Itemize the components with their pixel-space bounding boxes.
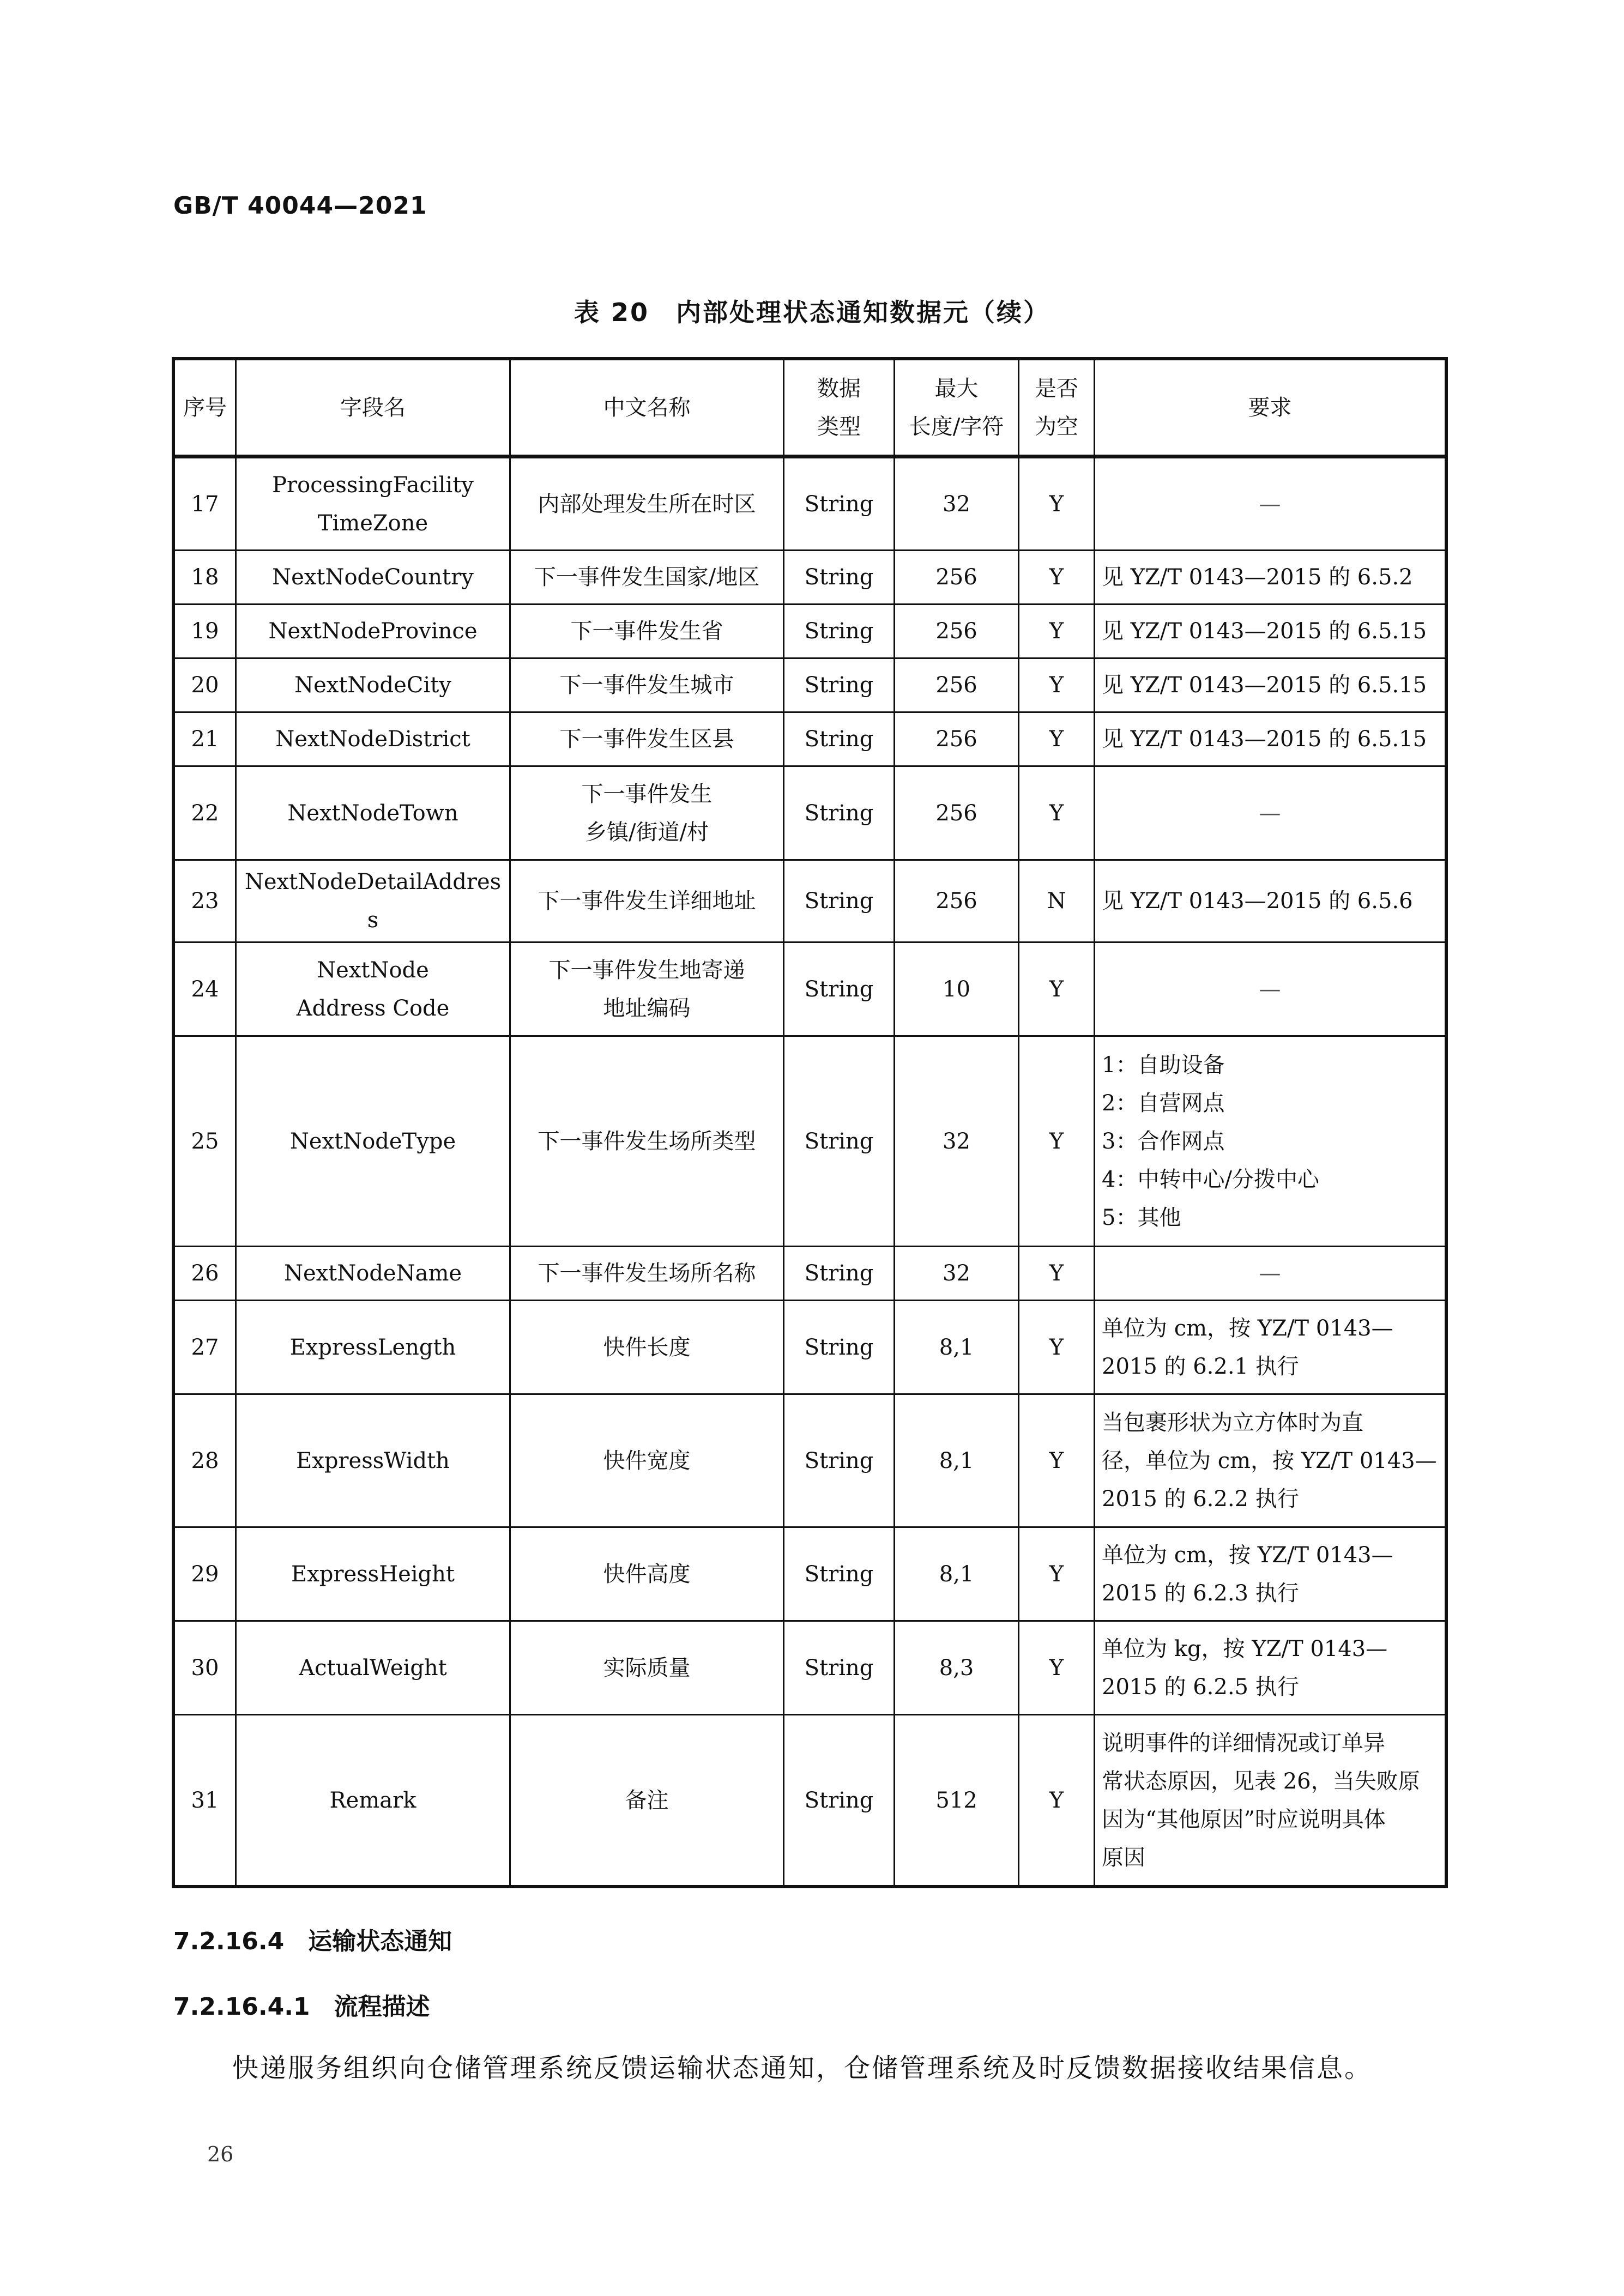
cell-seq: 27 <box>174 1301 236 1394</box>
cell-seq: 25 <box>174 1036 236 1247</box>
cell-max-length: 8,1 <box>895 1527 1019 1621</box>
cell-nullable: Y <box>1019 658 1095 712</box>
cell-max-length: 8,1 <box>895 1301 1019 1394</box>
column-header-max-length: 最大 长度/字符 <box>895 360 1019 457</box>
column-header-field-name: 字段名 <box>236 360 510 457</box>
cell-nullable: N <box>1019 860 1095 942</box>
cell-nullable: Y <box>1019 942 1095 1036</box>
cell-requirement: 见 YZ/T 0143—2015 的 6.5.2 <box>1095 551 1446 605</box>
cell-max-length: 32 <box>895 1036 1019 1247</box>
cell-seq: 24 <box>174 942 236 1036</box>
table-row <box>174 1247 1446 1301</box>
cell-requirement: — <box>1095 766 1446 860</box>
section-number: 7.2.16.4 <box>173 1928 285 1955</box>
column-header-nullable: 是否 为空 <box>1019 360 1095 457</box>
cell-nullable: Y <box>1019 1247 1095 1301</box>
cell-field-name: NextNodeName <box>236 1247 510 1301</box>
cell-field-name: ExpressWidth <box>236 1394 510 1527</box>
cell-data-type: String <box>784 551 895 605</box>
cell-chinese-name: 下一事件发生国家/地区 <box>510 551 784 605</box>
cell-data-type: String <box>784 1394 895 1527</box>
table-row <box>174 1527 1446 1621</box>
cell-field-name: ProcessingFacility TimeZone <box>236 457 510 551</box>
cell-data-type: String <box>784 860 895 942</box>
cell-data-type: String <box>784 1715 895 1886</box>
cell-requirement: 见 YZ/T 0143—2015 的 6.5.6 <box>1095 860 1446 942</box>
cell-max-length: 32 <box>895 1247 1019 1301</box>
cell-max-length: 256 <box>895 766 1019 860</box>
section-heading-process-description <box>173 1987 430 2022</box>
cell-data-type: String <box>784 766 895 860</box>
cell-max-length: 512 <box>895 1715 1019 1886</box>
column-header-requirement: 要求 <box>1095 360 1446 457</box>
cell-chinese-name: 下一事件发生省 <box>510 605 784 658</box>
cell-nullable: Y <box>1019 1036 1095 1247</box>
cell-nullable: Y <box>1019 766 1095 860</box>
cell-nullable: Y <box>1019 457 1095 551</box>
table-row <box>174 605 1446 658</box>
cell-chinese-name: 下一事件发生详细地址 <box>510 860 784 942</box>
cell-chinese-name: 下一事件发生城市 <box>510 658 784 712</box>
table-title: 表 20 内部处理状态通知数据元（续） <box>573 298 1051 327</box>
table-row <box>174 766 1446 860</box>
table-row <box>174 551 1446 605</box>
table-row <box>174 1715 1446 1886</box>
cell-field-name: NextNodeTown <box>236 766 510 860</box>
cell-field-name: NextNodeProvince <box>236 605 510 658</box>
cell-seq: 21 <box>174 712 236 766</box>
cell-data-type: String <box>784 1036 895 1247</box>
cell-field-name: NextNodeCity <box>236 658 510 712</box>
cell-seq: 20 <box>174 658 236 712</box>
cell-data-type: String <box>784 658 895 712</box>
cell-chinese-name: 下一事件发生场所名称 <box>510 1247 784 1301</box>
cell-max-length: 32 <box>895 457 1019 551</box>
cell-requirement: — <box>1095 942 1446 1036</box>
cell-requirement: 单位为 kg，按 YZ/T 0143— 2015 的 6.2.5 执行 <box>1095 1621 1446 1715</box>
cell-field-name: NextNodeType <box>236 1036 510 1247</box>
cell-requirement: 见 YZ/T 0143—2015 的 6.5.15 <box>1095 605 1446 658</box>
cell-data-type: String <box>784 457 895 551</box>
cell-data-type: String <box>784 605 895 658</box>
data-element-table <box>173 359 1446 1887</box>
column-header-chinese-name: 中文名称 <box>510 360 784 457</box>
cell-chinese-name: 下一事件发生 乡镇/街道/村 <box>510 766 784 860</box>
cell-chinese-name: 内部处理发生所在时区 <box>510 457 784 551</box>
column-header-data-type: 数据 类型 <box>784 360 895 457</box>
cell-chinese-name: 快件宽度 <box>510 1394 784 1527</box>
table-header-row <box>174 360 1446 457</box>
cell-max-length: 8,3 <box>895 1621 1019 1715</box>
table-row <box>174 1036 1446 1247</box>
table-row <box>174 1621 1446 1715</box>
cell-nullable: Y <box>1019 1527 1095 1621</box>
cell-field-name: NextNodeDetailAddress <box>236 860 510 942</box>
cell-seq: 22 <box>174 766 236 860</box>
cell-requirement: 单位为 cm，按 YZ/T 0143— 2015 的 6.2.1 执行 <box>1095 1301 1446 1394</box>
cell-max-length: 256 <box>895 605 1019 658</box>
section-heading-transport-status <box>173 1922 452 1956</box>
body-paragraph: 快递服务组织向仓储管理系统反馈运输状态通知，仓储管理系统及时反馈数据接收结果信息。 <box>232 2053 1373 2083</box>
cell-nullable: Y <box>1019 1394 1095 1527</box>
cell-seq: 28 <box>174 1394 236 1527</box>
cell-data-type: String <box>784 1247 895 1301</box>
cell-chinese-name: 快件长度 <box>510 1301 784 1394</box>
cell-nullable: Y <box>1019 605 1095 658</box>
cell-max-length: 10 <box>895 942 1019 1036</box>
column-header-seq: 序号 <box>174 360 236 457</box>
cell-nullable: Y <box>1019 1621 1095 1715</box>
cell-requirement: 见 YZ/T 0143—2015 的 6.5.15 <box>1095 712 1446 766</box>
cell-chinese-name: 下一事件发生场所类型 <box>510 1036 784 1247</box>
section-number: 7.2.16.4.1 <box>173 1993 310 2021</box>
cell-max-length: 256 <box>895 658 1019 712</box>
cell-seq: 18 <box>174 551 236 605</box>
cell-requirement: — <box>1095 457 1446 551</box>
cell-nullable: Y <box>1019 1715 1095 1886</box>
cell-field-name: NextNodeDistrict <box>236 712 510 766</box>
table-row <box>174 712 1446 766</box>
cell-field-name: ExpressLength <box>236 1301 510 1394</box>
cell-max-length: 8,1 <box>895 1394 1019 1527</box>
cell-seq: 31 <box>174 1715 236 1886</box>
cell-requirement: — <box>1095 1247 1446 1301</box>
cell-data-type: String <box>784 1301 895 1394</box>
cell-data-type: String <box>784 942 895 1036</box>
page-number: 26 <box>207 2142 234 2166</box>
standard-code: GB/T 40044—2021 <box>173 192 427 220</box>
cell-chinese-name: 备注 <box>510 1715 784 1886</box>
cell-requirement: 当包裹形状为立方体时为直 径，单位为 cm，按 YZ/T 0143— 2015 的 6.2.2 执行 <box>1095 1394 1446 1527</box>
cell-nullable: Y <box>1019 712 1095 766</box>
cell-chinese-name: 下一事件发生区县 <box>510 712 784 766</box>
section-title: 运输状态通知 <box>308 1928 452 1955</box>
cell-requirement: 见 YZ/T 0143—2015 的 6.5.15 <box>1095 658 1446 712</box>
table-row <box>174 1394 1446 1527</box>
cell-nullable: Y <box>1019 1301 1095 1394</box>
cell-chinese-name: 下一事件发生地寄递 地址编码 <box>510 942 784 1036</box>
cell-seq: 19 <box>174 605 236 658</box>
cell-seq: 23 <box>174 860 236 942</box>
table-row <box>174 1301 1446 1394</box>
cell-max-length: 256 <box>895 860 1019 942</box>
cell-data-type: String <box>784 1621 895 1715</box>
cell-requirement: 1：自助设备 2：自营网点 3：合作网点 4：中转中心/分拨中心 5：其他 <box>1095 1036 1446 1247</box>
cell-max-length: 256 <box>895 712 1019 766</box>
cell-field-name: ActualWeight <box>236 1621 510 1715</box>
cell-field-name: Remark <box>236 1715 510 1886</box>
table-row <box>174 658 1446 712</box>
cell-data-type: String <box>784 1527 895 1621</box>
cell-chinese-name: 快件高度 <box>510 1527 784 1621</box>
cell-requirement: 说明事件的详细情况或订单异 常状态原因，见表 26，当失败原 因为“其他原因”时应说明具体 原因 <box>1095 1715 1446 1886</box>
cell-data-type: String <box>784 712 895 766</box>
cell-field-name: NextNodeCountry <box>236 551 510 605</box>
cell-field-name: NextNode Address Code <box>236 942 510 1036</box>
cell-field-name: ExpressHeight <box>236 1527 510 1621</box>
cell-seq: 29 <box>174 1527 236 1621</box>
table-row <box>174 860 1446 942</box>
table-row <box>174 942 1446 1036</box>
table-row <box>174 457 1446 551</box>
cell-seq: 30 <box>174 1621 236 1715</box>
section-title: 流程描述 <box>334 1993 430 2021</box>
cell-max-length: 256 <box>895 551 1019 605</box>
cell-seq: 26 <box>174 1247 236 1301</box>
cell-nullable: Y <box>1019 551 1095 605</box>
cell-chinese-name: 实际质量 <box>510 1621 784 1715</box>
cell-requirement: 单位为 cm，按 YZ/T 0143— 2015 的 6.2.3 执行 <box>1095 1527 1446 1621</box>
cell-seq: 17 <box>174 457 236 551</box>
